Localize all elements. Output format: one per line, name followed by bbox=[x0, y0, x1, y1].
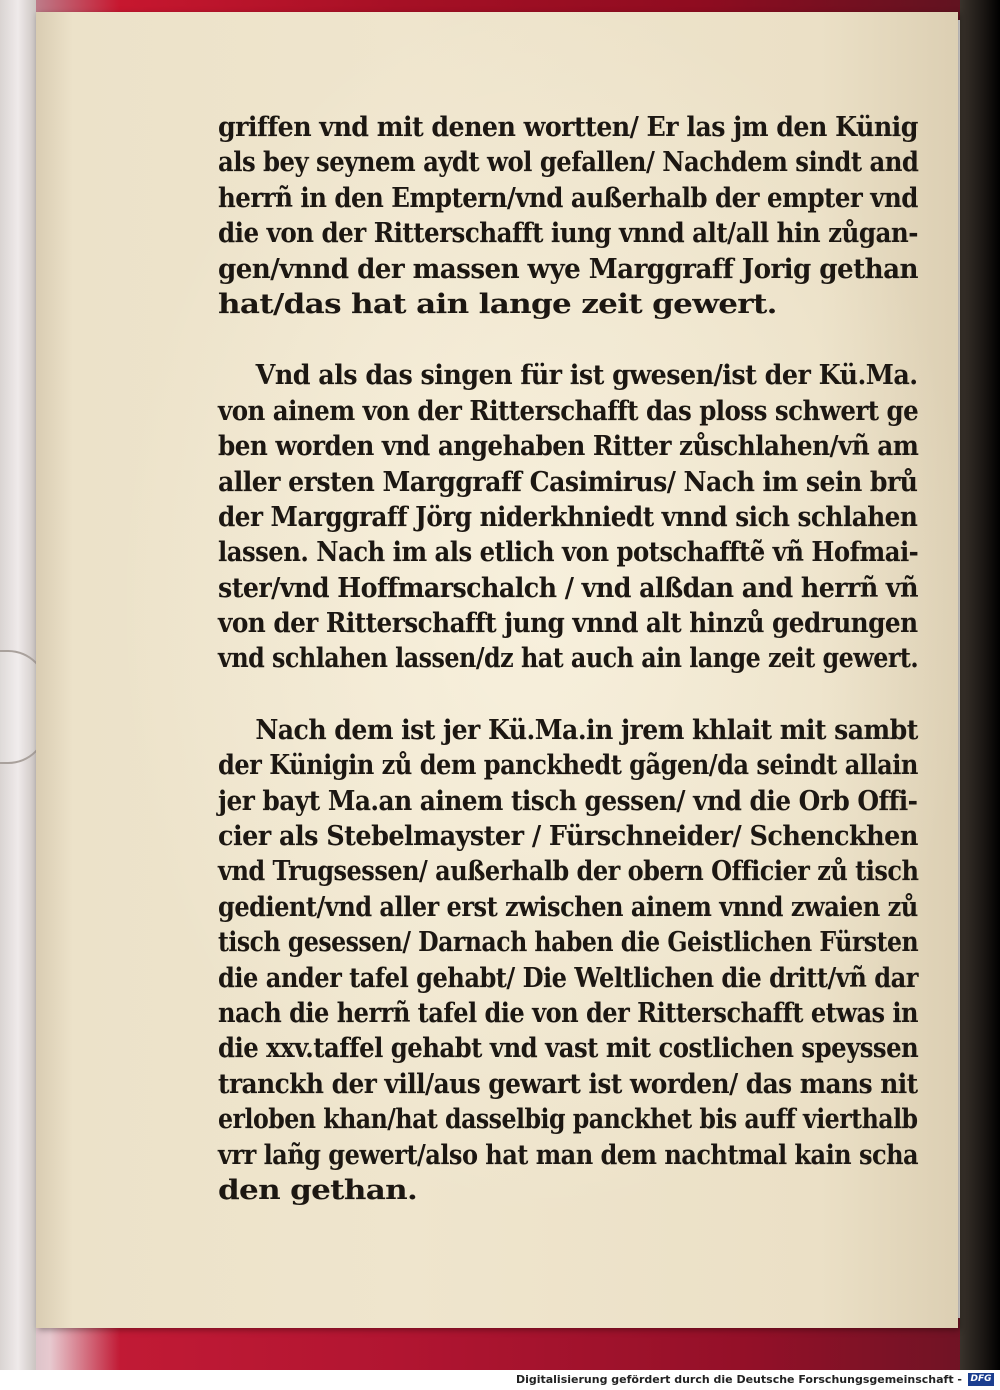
paragraph-3 bbox=[218, 713, 938, 1208]
text-line: die ander tafel gehabt/ Die Weltlichen die dritt/vñ dar bbox=[218, 962, 918, 994]
text-line: griffen vnd mit denen wortten/ Er las jm den Künig bbox=[218, 112, 918, 143]
text-line: den gethan. bbox=[218, 1174, 418, 1206]
text-line: ben worden vnd angehaben Ritter zůschlahen/vñ am bbox=[218, 431, 919, 463]
text-line: lassen. Nach im als etlich von potschafftẽ vñ Hofmai- bbox=[218, 537, 919, 569]
text-line: jer bayt Ma.an ainem tisch gessen/ vnd die Orb Offi- bbox=[218, 785, 918, 817]
text-line: tisch gesessen/ Darnach haben die Geistlichen Fürsten bbox=[218, 927, 919, 959]
text-line: die von der Ritterschafft iung vnnd alt/all hin zůgan- bbox=[218, 218, 918, 250]
text-line: hat/das hat ain lange zeit gewert. bbox=[218, 288, 777, 320]
digitization-credit: Digitalisierung gefördert durch die Deutsche Forschungsgemeinschaft - bbox=[515, 1373, 962, 1386]
text-line: Vnd als das singen für ist gwesen/ist der Kü.Ma. bbox=[255, 360, 918, 392]
book-right-edge bbox=[960, 0, 1000, 1370]
text-line: der Künigin zů dem panckhedt gãgen/da seindt allain bbox=[218, 750, 918, 782]
text-line: tranckh der vill/aus gewart ist worden/ das mans nit bbox=[218, 1068, 918, 1100]
text-line: aller ersten Marggraff Casimirus/ Nach im sein brů bbox=[218, 466, 918, 498]
text-line: von der Ritterschafft jung vnnd alt hinzů gedrungen bbox=[218, 608, 918, 640]
text-line: Nach dem ist jer Kü.Ma.in jrem khlait mit sambt bbox=[255, 714, 918, 746]
dfg-logo: DFG bbox=[968, 1373, 994, 1386]
text-line: von ainem von der Ritterschafft das ploss schwert ge bbox=[218, 395, 919, 427]
text-line: vnd schlahen lassen/dz hat auch ain lange zeit gewert. bbox=[218, 643, 919, 675]
text-line: cier als Stebelmayster / Fürschneider/ Schenckhen bbox=[218, 821, 918, 853]
text-line: die xxv.taffel gehabt vnd vast mit costlichen speyssen bbox=[218, 1033, 919, 1065]
text-line: nach die herrñ tafel die von der Ritterschafft etwas in bbox=[218, 997, 919, 1029]
scanned-page bbox=[36, 12, 958, 1328]
page-text bbox=[218, 110, 938, 1208]
text-line: als bey seynem aydt wol gefallen/ Nachdem sindt and bbox=[218, 147, 919, 179]
text-line: gen/vnnd der massen wye Marggraff Jorig gethan bbox=[218, 253, 918, 285]
text-line: vnd Trugsessen/ außerhalb der obern Officier zů tisch bbox=[218, 856, 919, 888]
text-line: der Marggraff Jörg niderkhniedt vnnd sich schlahen bbox=[218, 501, 918, 533]
paragraph-1 bbox=[218, 110, 938, 322]
paragraph-2 bbox=[218, 358, 938, 677]
text-line: herrñ in den Emptern/vnd außerhalb der empter vnd bbox=[218, 182, 918, 214]
text-line: vrr lañg gewert/also hat man dem nachtmal kain scha bbox=[218, 1139, 919, 1171]
text-line: gedient/vnd aller erst zwischen ainem vnnd zwaien zů bbox=[218, 891, 918, 923]
text-line: ster/vnd Hoffmarschalch / vnd alßdan and herrñ vñ bbox=[218, 572, 918, 604]
text-line: erloben khan/hat dasselbig panckhet bis auff vierthalb bbox=[218, 1104, 918, 1136]
